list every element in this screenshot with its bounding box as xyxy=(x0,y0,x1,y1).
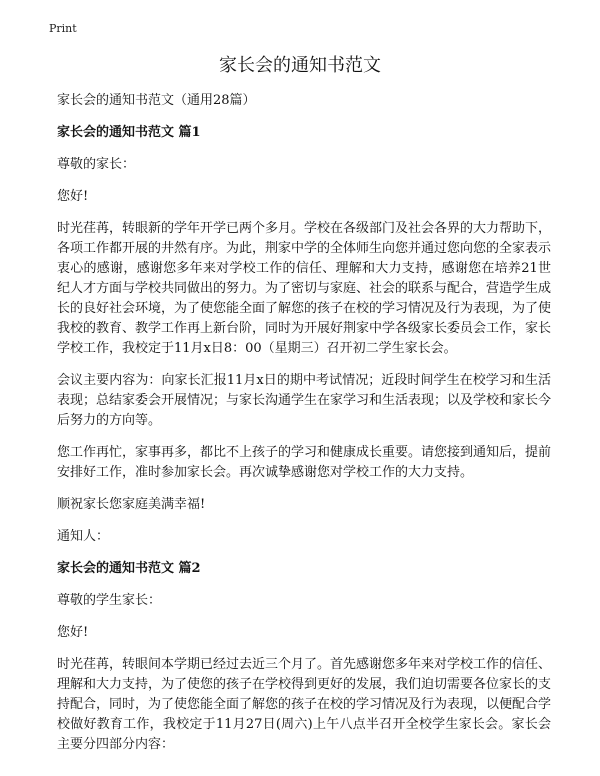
document-subtitle: 家长会的通知书范文（通用28篇） xyxy=(57,93,256,108)
document-content xyxy=(57,91,551,767)
page-title: 家长会的通知书范文 xyxy=(219,55,381,76)
section-1-signature: 通知人： xyxy=(57,529,110,544)
section-1-closing: 顺祝家长您家庭美满幸福! xyxy=(57,497,206,512)
section-heading-1: 家长会的通知书范文 篇1 xyxy=(57,125,201,140)
section-1-paragraph-3: 您工作再忙，家事再多，都比不上孩子的学习和健康成长重要。请您接到通知后，提前安排好工作，准时参加家长会。再次诚挚感谢您对学校工作的大力支持。 xyxy=(57,445,552,480)
section-heading-2: 家长会的通知书范文 篇2 xyxy=(57,561,201,576)
section-1-paragraph-2: 会议主要内容为：向家长汇报11月x日的期中考试情况；近段时间学生在校学习和生活表现；总结家委会开展情况；与家长沟通学生在家学习和生活表现；以及学校和家长今后努力的方向等。 xyxy=(57,373,552,428)
print-label[interactable]: Print xyxy=(49,22,77,35)
salutation-2: 尊敬的学生家长： xyxy=(57,593,162,608)
salutation-1: 尊敬的家长： xyxy=(57,157,136,172)
greeting-2: 您好! xyxy=(57,625,89,640)
greeting-1: 您好! xyxy=(57,189,89,204)
section-2-paragraph-1: 时光荏苒，转眼间本学期已经过去近三个月了。首先感谢您多年来对学校工作的信任、理解和大力支持，为了使您的孩子在学校得到更好的发展，我们迫切需要各位家长的支持配合，同时，为了使您能全面了解您的孩子在校的学习情况及行为表现，以便配合学校做好教育工作，我校定于11月27日(周六)上午八点半召开全校学生家长会。家长会主要分四部分内容： xyxy=(57,657,552,752)
section-1-paragraph-1: 时光荏苒，转眼新的学年开学已两个多月。学校在各级部门及社会各界的大力帮助下，各项工作都开展的井然有序。为此，荆家中学的全体师生向您并通过您向您的全家表示衷心的感谢，感谢您多年来对学校工作的信任、理解和大力支持，感谢您在培养21世纪人才方面与学校共同做出的努力。为了密切与家庭、社会的联系与配合，营造学生成长的良好社会环境，为了使您能全面了解您的孩子在校的学习情况及行为表现，为了使我校的教育、教学工作再上新台阶，同时为开展好荆家中学各级家长委员会工作，家长学校工作，我校定于11月x日8：00（星期三）召开初二学生家长会。 xyxy=(57,221,552,356)
